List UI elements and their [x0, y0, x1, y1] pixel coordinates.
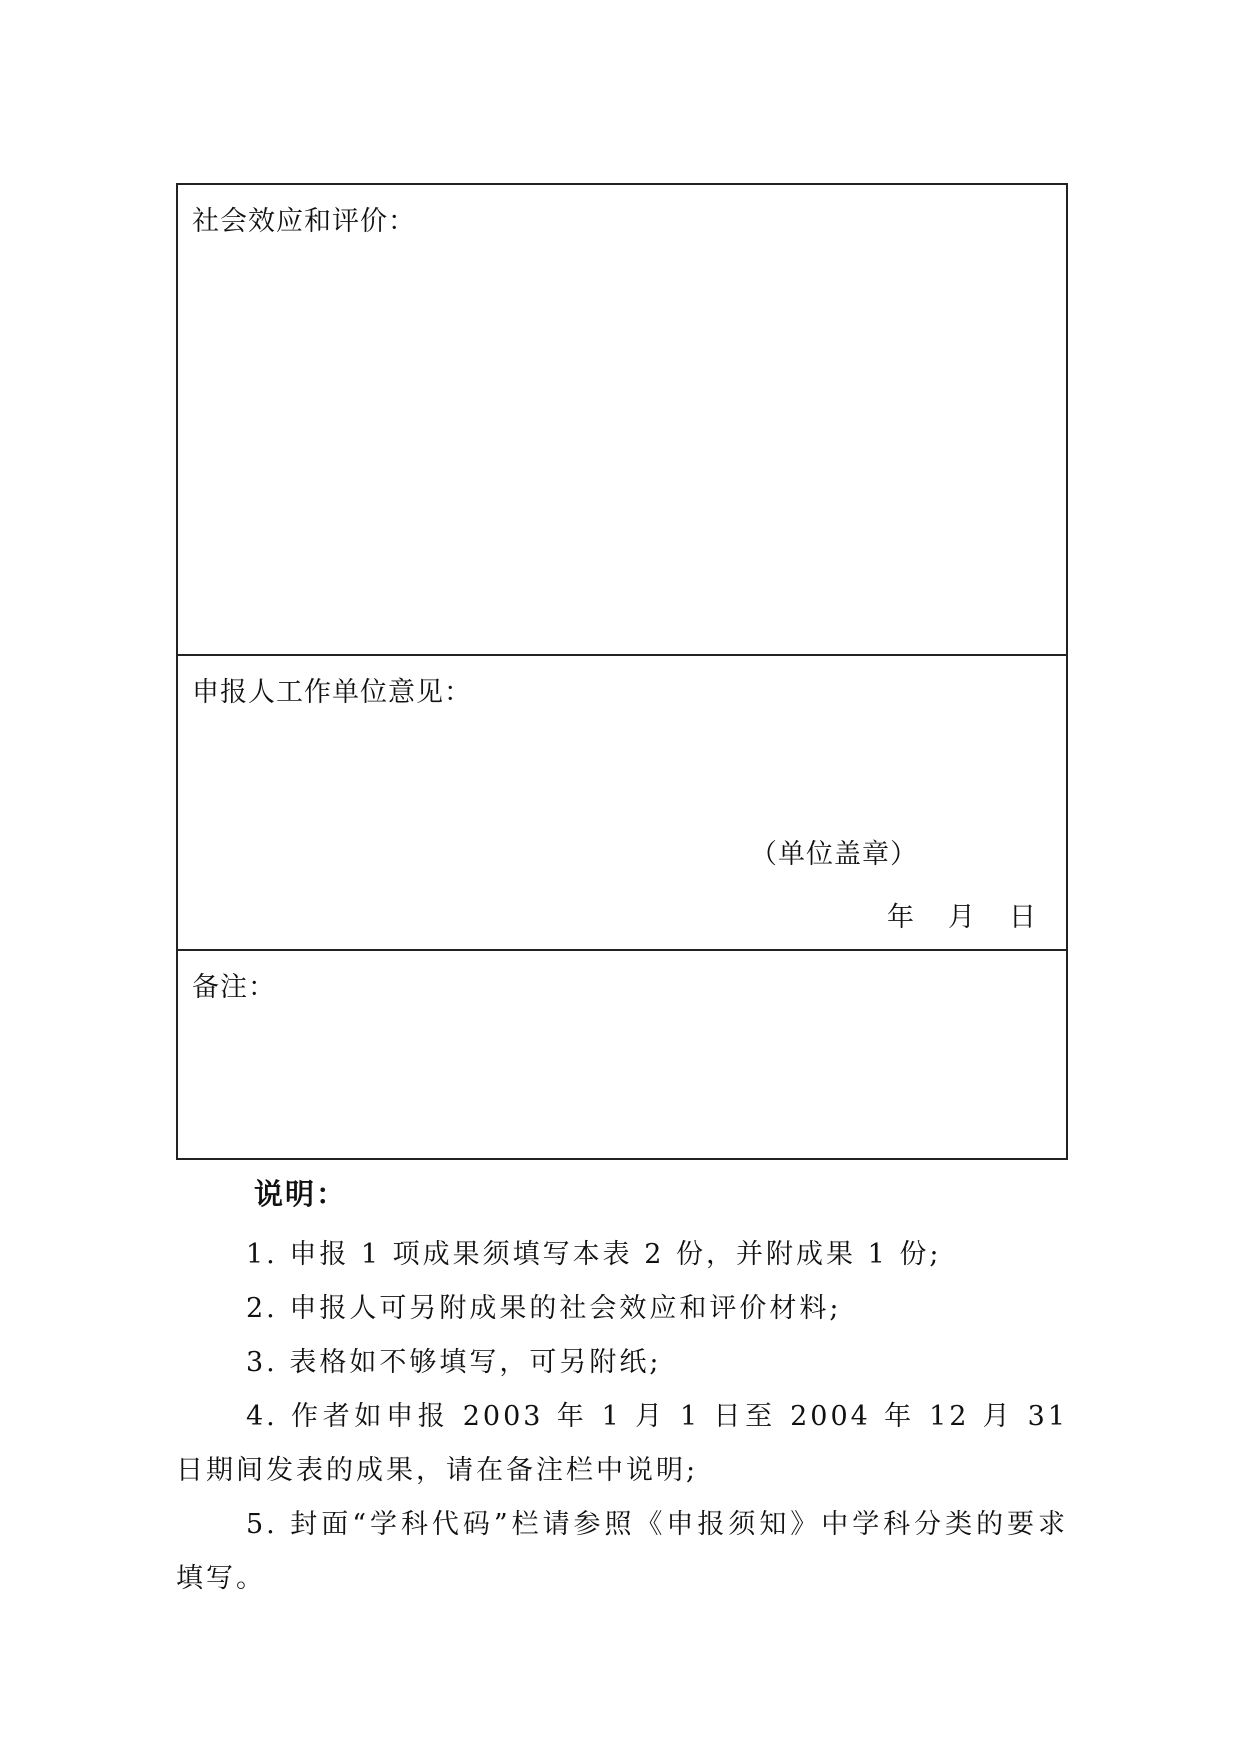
remarks-section[interactable] — [178, 951, 1066, 1158]
date-day-label: 日 — [1009, 902, 1036, 933]
instruction-item: 1. 申报 1 项成果须填写本表 2 份，并附成果 1 份; — [246, 1239, 942, 1270]
instruction-item: 2. 申报人可另附成果的社会效应和评价材料; — [246, 1293, 842, 1324]
social-effect-section[interactable] — [178, 185, 1066, 656]
unit-opinion-label: 申报人工作单位意见： — [192, 677, 472, 708]
application-form-table — [176, 183, 1068, 1160]
date-month-label: 月 — [948, 902, 975, 933]
instructions-list — [176, 1228, 1068, 1606]
instruction-item: 4. 作者如申报 2003 年 1 月 1 日至 2004 年 12 月 31 日期间发表的成果，请在备注栏中说明; — [176, 1401, 1068, 1486]
social-effect-label: 社会效应和评价： — [192, 206, 416, 237]
instructions-title: 说明： — [254, 1177, 348, 1211]
unit-stamp-placeholder: （单位盖章） — [750, 839, 918, 870]
date-line — [887, 895, 1036, 934]
date-year-label: 年 — [887, 902, 914, 933]
remarks-label: 备注： — [192, 972, 276, 1003]
instruction-item: 5. 封面“学科代码”栏请参照《申报须知》中学科分类的要求填写。 — [176, 1509, 1068, 1594]
unit-opinion-section[interactable] — [178, 656, 1066, 951]
instruction-item: 3. 表格如不够填写，可另附纸; — [246, 1347, 662, 1378]
